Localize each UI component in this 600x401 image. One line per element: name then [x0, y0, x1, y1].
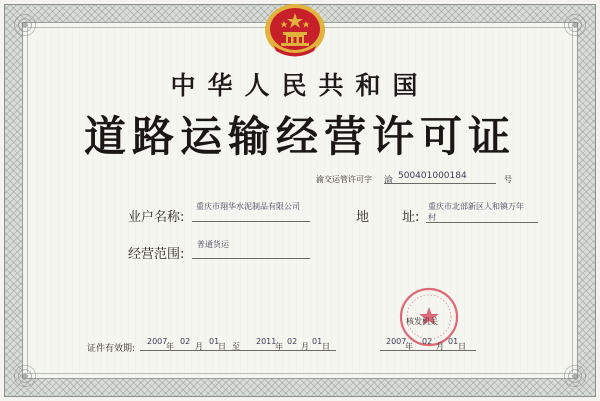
address-line-2: 村: [428, 213, 436, 222]
valid-to-month-unit: 月: [301, 342, 309, 351]
owner-label: 业户名称:: [128, 210, 185, 225]
country-title: 中华人民共和国: [170, 71, 430, 100]
issue-month: 02: [422, 337, 433, 346]
corner-ornament: [8, 359, 42, 393]
corner-ornament: [558, 359, 592, 393]
valid-to-month: 02: [287, 337, 298, 346]
valid-from-day-unit: 日: [218, 342, 226, 351]
validity-label: 证件有效期:: [87, 344, 136, 354]
scope-label: 经营范围:: [128, 247, 185, 262]
owner-name: 重庆市翔华水泥制品有限公司: [196, 202, 300, 211]
permit-number-underline: [384, 183, 496, 184]
corner-ornament: [558, 8, 592, 42]
issue-year-unit: 年: [405, 342, 413, 351]
address-label-char-1: 地: [356, 210, 370, 225]
issue-day: 01: [448, 337, 459, 346]
valid-from-day: 01: [209, 337, 220, 346]
corner-ornament: [8, 8, 42, 42]
valid-to-year-unit: 年: [275, 342, 283, 351]
valid-from-month-unit: 月: [195, 342, 203, 351]
scope-value: 普通货运: [197, 240, 229, 249]
document-title: 道路运输经营许可证: [83, 112, 516, 161]
valid-to-day: 01: [312, 337, 323, 346]
permit-number: 500401000184: [398, 171, 467, 181]
valid-from-year-unit: 年: [166, 342, 174, 351]
issue-day-unit: 日: [458, 342, 466, 351]
scope-underline: [192, 258, 310, 259]
address-underline: [426, 222, 538, 223]
permit-number-marker: 渝: [384, 176, 394, 186]
address-line-1: 重庆市北部新区人和镇万年: [428, 202, 524, 211]
address-label-char-2: 址:: [402, 210, 420, 225]
permit-number-suffix: 号: [504, 175, 512, 184]
issue-year: 2007: [386, 337, 407, 346]
owner-underline: [192, 221, 310, 222]
issuing-authority-label: 核发机关: [406, 317, 438, 326]
valid-to-day-unit: 日: [322, 342, 330, 351]
valid-from-year: 2007: [147, 337, 168, 346]
national-emblem-icon: [262, 2, 328, 60]
valid-to-year: 2011: [256, 337, 277, 346]
issue-date-underline: [380, 350, 476, 351]
validity-to-label: 至: [232, 342, 240, 351]
issue-month-unit: 月: [436, 342, 444, 351]
validity-underline: [140, 350, 336, 351]
valid-from-month: 02: [180, 337, 191, 346]
permit-number-prefix: 渝交运管许可字: [316, 175, 372, 184]
